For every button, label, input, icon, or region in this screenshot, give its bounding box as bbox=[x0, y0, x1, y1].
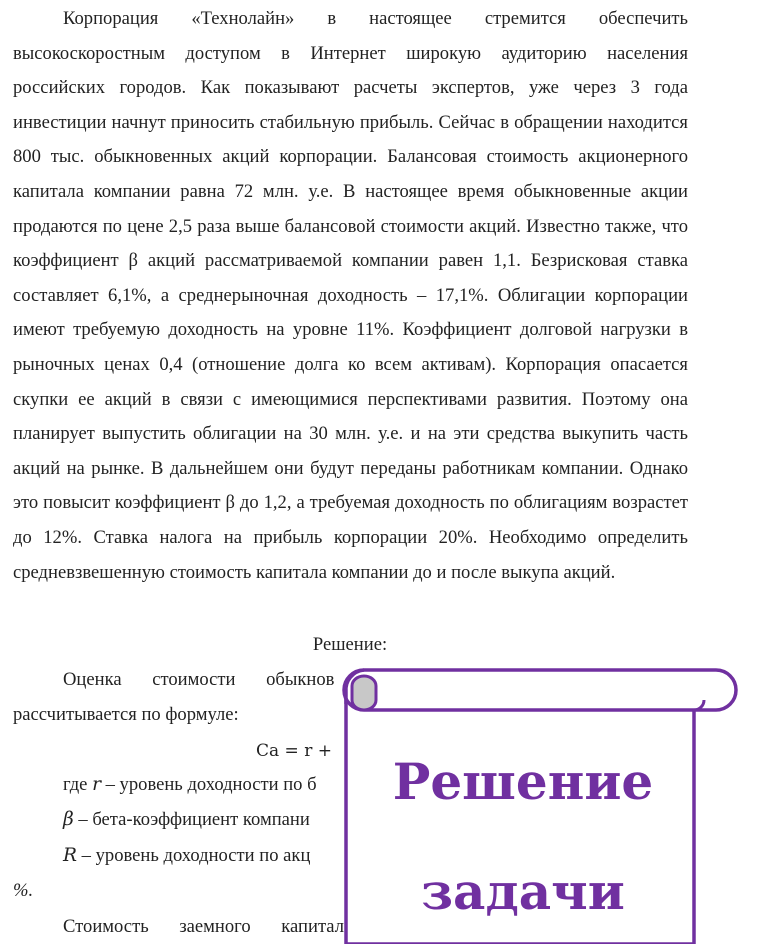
beta-line bbox=[63, 803, 310, 837]
var-r: r bbox=[92, 774, 101, 795]
solution-banner bbox=[338, 664, 748, 944]
last-line: Стоимость заемного капитал bbox=[63, 916, 344, 937]
solution-line-1: Оценка стоимости обыкнов bbox=[63, 669, 335, 690]
var-beta: β bbox=[63, 809, 74, 830]
where-text: – уровень доходности по б bbox=[100, 774, 317, 795]
task-paragraph: Корпорация «Технолайн» в настоящее стремится обеспечить высокоскоростным доступом в Интернет широкую аудиторию населения российских городов. Как показывают расчеты экспертов, уже через 3 года инвестиции начнут приносить стабильную прибыль. Сейчас в обращении находится 800 тыс. обыкновенных акций корпорации. Балансовая стоимость акционерного капитала компании равна 72 млн. у.е. В настоящее время обыкновенные акции продаются по цене 2,5 раза выше балансовой стоимости акций. Известно также, что коэффициент β акций рассматриваемой компании равен 1,1. Безрисковая ставка составляет 6,1%, а среднерыночная доходность – 17,1%. Облигации корпорации имеют требуемую доходность на уровне 11%. Коэффициент долговой нагрузки в рыночных ценах 0,4 (отношение долга ко всем активам). Корпорация опасается скупки ее акций в связи с имеющимися перспективами развития. Поэтому она планирует выпустить облигации на 30 млн. у.е. и на эти средства выкупить часть акций на рынке. В дальнейшем они будут переданы работникам компании. Однако это повысит коэффициент β до 1,2, а требуемая доходность по облигациям возрастет до 12%. Ставка налога на прибыль корпорации 20%. Необходимо определить средневзвешенную стоимость капитала компании до и после выкупа акций. bbox=[13, 8, 688, 583]
banner-title-line-1: Решение bbox=[392, 752, 654, 811]
r-line bbox=[63, 839, 310, 873]
banner-title-line-2: задачи bbox=[421, 862, 625, 921]
percent-line: %. bbox=[13, 880, 34, 901]
where-line bbox=[63, 768, 317, 802]
var-R: R bbox=[63, 845, 77, 866]
r-text: – уровень доходности по акц bbox=[77, 845, 311, 866]
where-prefix: где bbox=[63, 774, 93, 795]
formula: Ca = r + bbox=[256, 741, 332, 761]
solution-line-2: рассчитывается по формуле: bbox=[13, 704, 239, 725]
beta-text: – бета-коэффициент компани bbox=[73, 809, 310, 830]
solution-heading: Решение: bbox=[312, 634, 388, 655]
